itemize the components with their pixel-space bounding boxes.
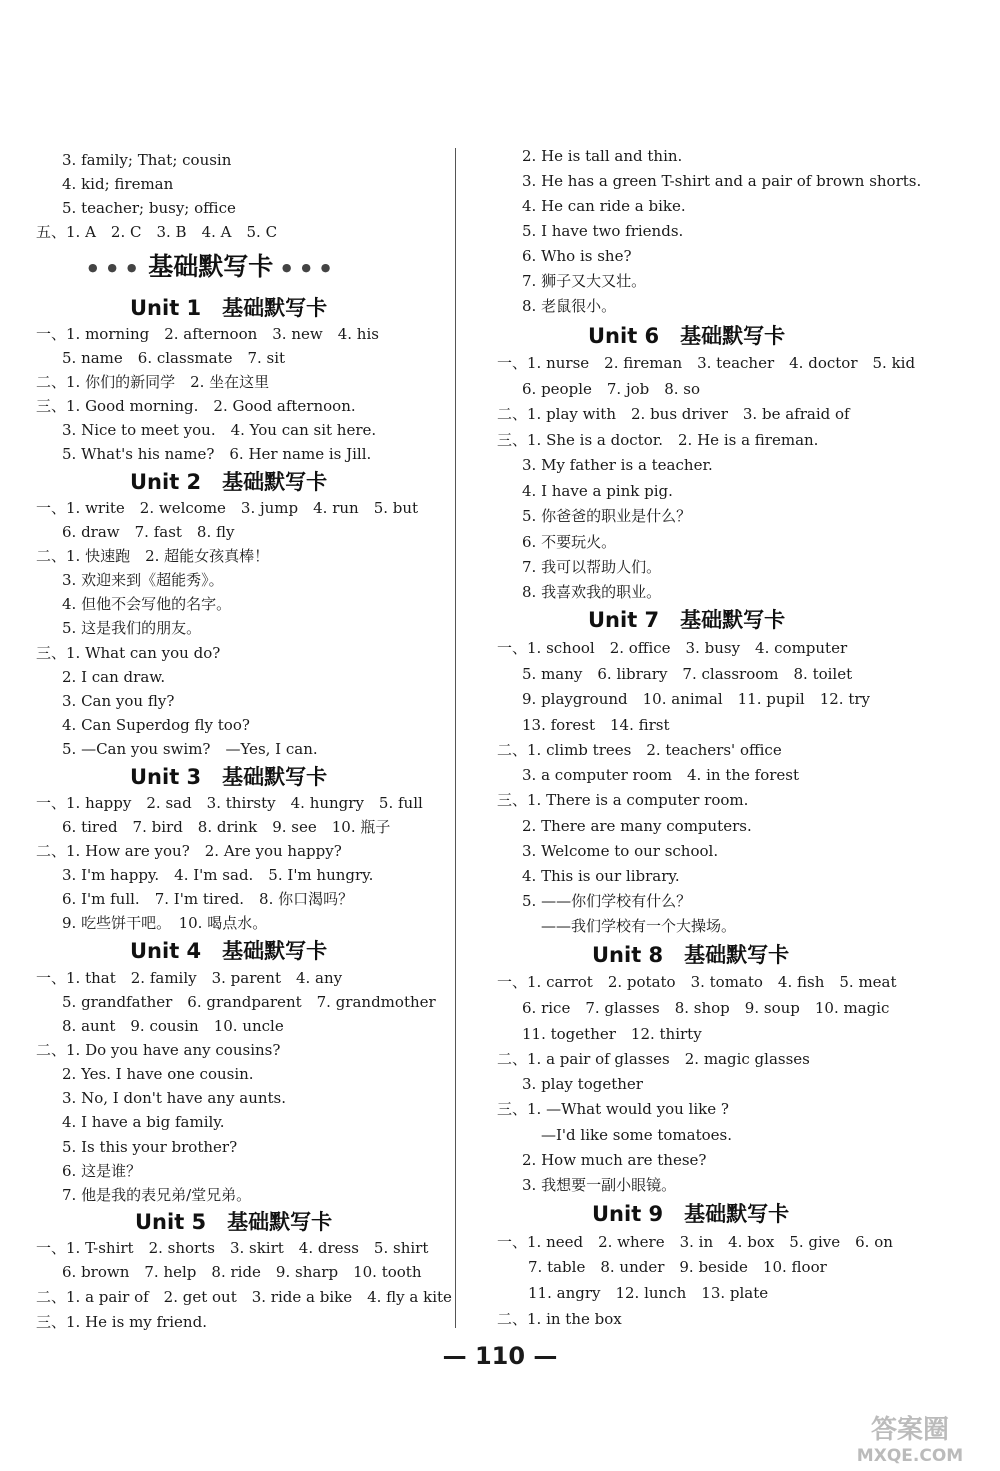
answer-line: 5. —Can you swim? —Yes, I can.	[62, 740, 318, 758]
answer-line: 3. Welcome to our school.	[522, 842, 719, 860]
answer-line: 3. Nice to meet you. 4. You can sit here.	[62, 421, 377, 439]
answer-line: 6. Who is she?	[522, 247, 632, 265]
watermark-url: MXQE.COM	[856, 1446, 964, 1466]
answer-line: 一、1. carrot 2. potato 3. tomato 4. fish 5. meat	[497, 973, 897, 991]
answer-line: 5. What's his name? 6. Her name is Jill.	[62, 445, 372, 463]
watermark-text: 答案圈	[870, 1415, 950, 1445]
main-title	[88, 252, 333, 283]
answer-line: 二、1. 你们的新同学 2. 坐在这里	[36, 373, 270, 391]
answer-line: 3. 欢迎来到《超能秀》。	[62, 571, 224, 589]
answer-line: 4. 但他不会写他的名字。	[62, 595, 232, 613]
answer-line: 二、1. a pair of glasses 2. magic glasses	[497, 1050, 810, 1068]
answer-line: 3. I'm happy. 4. I'm sad. 5. I'm hungry.	[62, 866, 374, 884]
answer-line: 二、1. play with 2. bus driver 3. be afraid of	[497, 405, 850, 423]
column-divider	[455, 148, 456, 1328]
unit-heading: Unit 9 基础默写卡	[592, 1202, 790, 1226]
answer-line: 13. forest 14. first	[522, 716, 670, 734]
answer-line: 5. 这是我们的朋友。	[62, 619, 202, 637]
answer-line: 3. a computer room 4. in the forest	[522, 766, 800, 784]
answer-line: 4. I have a pink pig.	[522, 482, 673, 500]
answer-line: 6. brown 7. help 8. ride 9. sharp 10. tooth	[62, 1263, 422, 1281]
answer-line: 二、1. a pair of 2. get out 3. ride a bike 4. fly a kite	[36, 1288, 452, 1306]
answer-line: 6. tired 7. bird 8. drink 9. see 10. 瓶子	[62, 818, 391, 836]
answer-line: 2. There are many computers.	[522, 817, 752, 835]
answer-line: 三、1. There is a computer room.	[497, 791, 749, 809]
unit-heading: Unit 4 基础默写卡	[130, 939, 328, 963]
watermark-logo	[840, 1408, 980, 1466]
answer-line: 二、1. How are you? 2. Are you happy?	[36, 842, 342, 860]
answer-line: 5. Is this your brother?	[62, 1138, 238, 1156]
main-title-text: 基础默写卡	[148, 252, 274, 281]
answer-line: 三、1. Good morning. 2. Good afternoon.	[36, 397, 356, 415]
answer-line: 4. He can ride a bike.	[522, 197, 686, 215]
answer-line: 7. 我可以帮助人们。	[522, 558, 662, 576]
decorative-dots-icon: ● ● ●	[281, 261, 334, 274]
answer-line: 三、1. What can you do?	[36, 644, 221, 662]
answer-line: 9. 吃些饼干吧。 10. 喝点水。	[62, 914, 268, 932]
answer-line: 一、1. that 2. family 3. parent 4. any	[36, 969, 343, 987]
answer-line: 5. ——你们学校有什么？	[522, 892, 692, 910]
unit-heading: Unit 3 基础默写卡	[130, 765, 328, 789]
answer-line: 3. No, I don't have any aunts.	[62, 1089, 287, 1107]
unit-heading: Unit 1 基础默写卡	[130, 296, 328, 320]
answer-line: 三、1. She is a doctor. 2. He is a fireman.	[497, 431, 819, 449]
answer-line: 2. How much are these?	[522, 1151, 707, 1169]
answer-line: 二、1. in the box	[497, 1310, 622, 1328]
unit-heading: Unit 8 基础默写卡	[592, 943, 790, 967]
answer-line: 三、1. He is my friend.	[36, 1313, 207, 1331]
answer-line: 一、1. happy 2. sad 3. thirsty 4. hungry 5. full	[36, 794, 423, 812]
answer-line: 6. people 7. job 8. so	[522, 380, 701, 398]
answer-line: 6. I'm full. 7. I'm tired. 8. 你口渴吗？	[62, 890, 354, 908]
answer-line: 4. This is our library.	[522, 867, 680, 885]
answer-line: 2. I can draw.	[62, 668, 166, 686]
answer-line: 9. playground 10. animal 11. pupil 12. try	[522, 690, 870, 708]
answer-line: ——我们学校有一个大操场。	[541, 917, 737, 935]
answer-line: 5. teacher; busy; office	[62, 199, 236, 217]
answer-line: 7. 他是我的表兄弟/堂兄弟。	[62, 1186, 252, 1204]
answer-line: 3. Can you fly?	[62, 692, 175, 710]
answer-line: 3. play together	[522, 1075, 643, 1093]
answer-line: 11. together 12. thirty	[522, 1025, 702, 1043]
answer-line: 5. name 6. classmate 7. sit	[62, 349, 286, 367]
answer-line: 二、1. 快速跑 2. 超能女孩真棒！	[36, 547, 270, 565]
answer-line: 2. Yes. I have one cousin.	[62, 1065, 254, 1083]
answer-line: 二、1. climb trees 2. teachers' office	[497, 741, 782, 759]
answer-line: 6. 不要玩火。	[522, 533, 617, 551]
answer-line: 7. table 8. under 9. beside 10. floor	[528, 1258, 827, 1276]
unit-heading: Unit 7 基础默写卡	[588, 608, 786, 632]
answer-line: 8. 老鼠很小。	[522, 297, 617, 315]
answer-line: 6. draw 7. fast 8. fly	[62, 523, 235, 541]
answer-line: 4. I have a big family.	[62, 1113, 225, 1131]
answer-line: 一、1. T-shirt 2. shorts 3. skirt 4. dress 5. shirt	[36, 1239, 429, 1257]
answer-line: —I'd like some tomatoes.	[541, 1126, 732, 1144]
answer-line: 一、1. write 2. welcome 3. jump 4. run 5. but	[36, 499, 419, 517]
answer-line: 5. 你爸爸的职业是什么？	[522, 507, 692, 525]
answer-line: 三、1. —What would you like ?	[497, 1100, 729, 1118]
unit-heading: Unit 2 基础默写卡	[130, 470, 328, 494]
page-number: — 110 —	[442, 1342, 558, 1370]
answer-line: 5. grandfather 6. grandparent 7. grandmother	[62, 993, 436, 1011]
answer-line: 6. 这是谁？	[62, 1162, 142, 1180]
answer-line: 3. He has a green T-shirt and a pair of brown shorts.	[522, 172, 922, 190]
unit-heading: Unit 5 基础默写卡	[135, 1210, 333, 1234]
answer-line: 8. 我喜欢我的职业。	[522, 583, 662, 601]
answer-line: 一、1. morning 2. afternoon 3. new 4. his	[36, 325, 379, 343]
answer-line: 5. many 6. library 7. classroom 8. toilet	[522, 665, 853, 683]
answer-line: 4. Can Superdog fly too?	[62, 716, 250, 734]
answer-line: 5. I have two friends.	[522, 222, 684, 240]
answer-line: 一、1. school 2. office 3. busy 4. computer	[497, 639, 848, 657]
answer-line: 4. kid; fireman	[62, 175, 174, 193]
answer-line: 一、1. nurse 2. fireman 3. teacher 4. doctor 5. kid	[497, 354, 916, 372]
answer-line: 6. rice 7. glasses 8. shop 9. soup 10. magic	[522, 999, 890, 1017]
unit-heading: Unit 6 基础默写卡	[588, 324, 786, 348]
answer-line: 一、1. need 2. where 3. in 4. box 5. give 6. on	[497, 1233, 893, 1251]
answer-line: 3. family; That; cousin	[62, 151, 232, 169]
decorative-dots-icon: ● ● ●	[88, 261, 140, 274]
answer-line: 3. My father is a teacher.	[522, 456, 713, 474]
answer-line: 二、1. Do you have any cousins?	[36, 1041, 281, 1059]
answer-line: 五、1. A 2. C 3. B 4. A 5. C	[36, 223, 278, 241]
answer-line: 3. 我想要一副小眼镜。	[522, 1176, 677, 1194]
answer-line: 7. 狮子又大又壮。	[522, 272, 647, 290]
answer-line: 11. angry 12. lunch 13. plate	[528, 1284, 769, 1302]
answer-line: 2. He is tall and thin.	[522, 147, 683, 165]
answer-line: 8. aunt 9. cousin 10. uncle	[62, 1017, 284, 1035]
